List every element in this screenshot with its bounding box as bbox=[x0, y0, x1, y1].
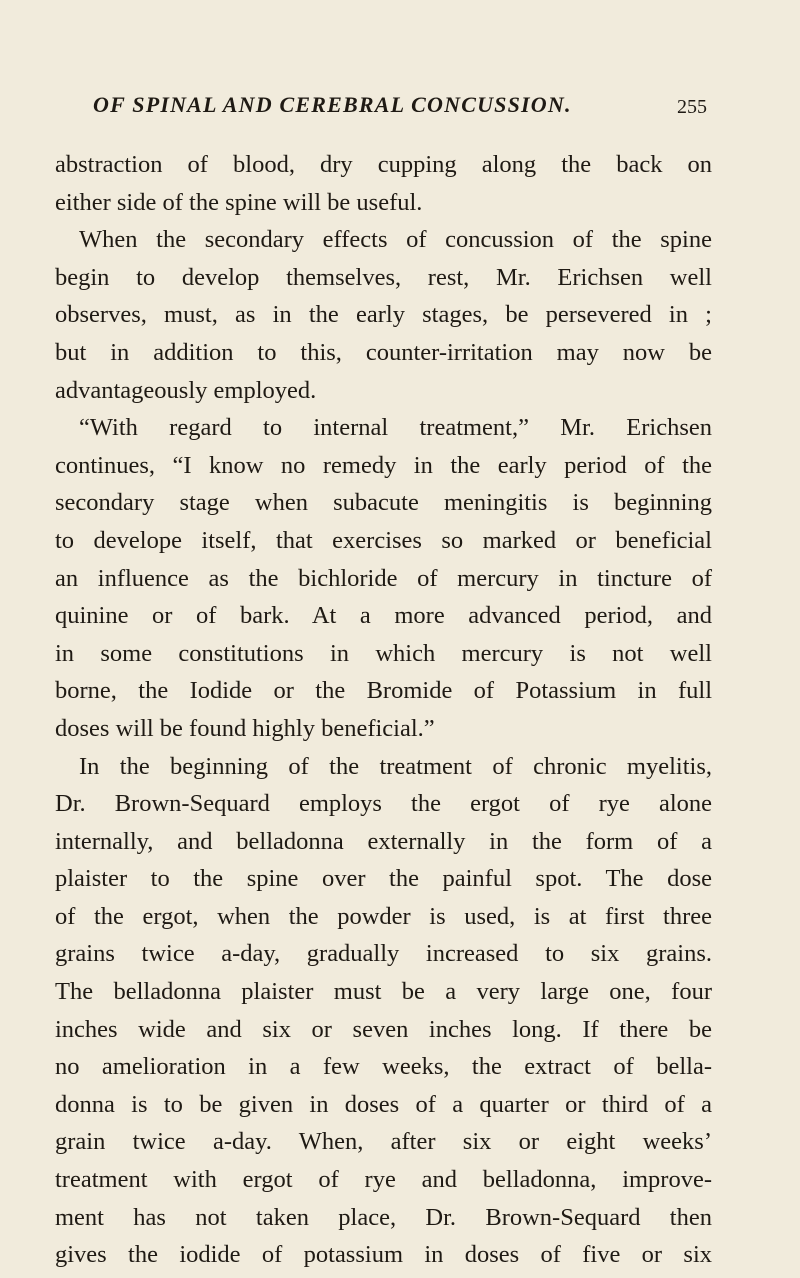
text-line: advantageously employed. bbox=[55, 376, 317, 404]
text-line: In the beginning of the treatment of chronic myelitis, bbox=[79, 752, 712, 780]
body-text bbox=[55, 146, 712, 1274]
text-line: but in addition to this, counter-irritation may now be bbox=[55, 338, 712, 366]
text-line: grains twice a-day, gradually increased to six grains. bbox=[55, 940, 712, 968]
text-line: donna is to be given in doses of a quarter or third of a bbox=[55, 1090, 712, 1118]
text-line: of the ergot, when the powder is used, is at first three bbox=[55, 902, 712, 930]
text-line: begin to develop themselves, rest, Mr. Erichsen well bbox=[55, 263, 712, 291]
text-line: continues, “I know no remedy in the early period of the bbox=[55, 451, 712, 479]
text-line: inches wide and six or seven inches long. If there be bbox=[55, 1015, 712, 1043]
text-line: plaister to the spine over the painful spot. The dose bbox=[55, 865, 712, 893]
text-line: observes, must, as in the early stages, be persevered in ; bbox=[55, 301, 712, 329]
text-line: secondary stage when subacute meningitis is beginning bbox=[55, 489, 712, 517]
text-line: The belladonna plaister must be a very large one, four bbox=[55, 978, 712, 1006]
text-line: internally, and belladonna externally in the form of a bbox=[55, 827, 712, 855]
page-number: 255 bbox=[677, 96, 707, 118]
text-line: “With regard to internal treatment,” Mr. Erichsen bbox=[79, 414, 712, 442]
text-line: borne, the Iodide or the Bromide of Potassium in full bbox=[55, 677, 712, 705]
text-line: an influence as the bichloride of mercury in tincture of bbox=[55, 564, 712, 592]
text-line: no amelioration in a few weeks, the extract of bella- bbox=[55, 1053, 712, 1081]
text-line: quinine or of bark. At a more advanced period, and bbox=[55, 602, 712, 630]
text-line: in some constitutions in which mercury is not well bbox=[55, 639, 712, 667]
text-line: Dr. Brown-Sequard employs the ergot of rye alone bbox=[55, 790, 712, 818]
text-line: ment has not taken place, Dr. Brown-Sequard then bbox=[55, 1203, 712, 1231]
text-line: When the secondary effects of concussion of the spine bbox=[79, 226, 712, 254]
running-title: OF SPINAL AND CEREBRAL CONCUSSION. bbox=[93, 92, 572, 117]
text-line: abstraction of blood, dry cupping along the back on bbox=[55, 151, 712, 178]
text-line: treatment with ergot of rye and belladonna, improve- bbox=[55, 1166, 712, 1194]
running-header bbox=[93, 90, 707, 124]
text-line: to develope itself, that exercises so marked or beneficial bbox=[55, 526, 712, 554]
text-line: gives the iodide of potassium in doses of five or six bbox=[55, 1241, 712, 1269]
text-line: doses will be found highly beneficial.” bbox=[55, 714, 435, 742]
text-line: either side of the spine will be useful. bbox=[55, 188, 423, 216]
text-line: grain twice a-day. When, after six or eight weeks’ bbox=[55, 1128, 712, 1156]
